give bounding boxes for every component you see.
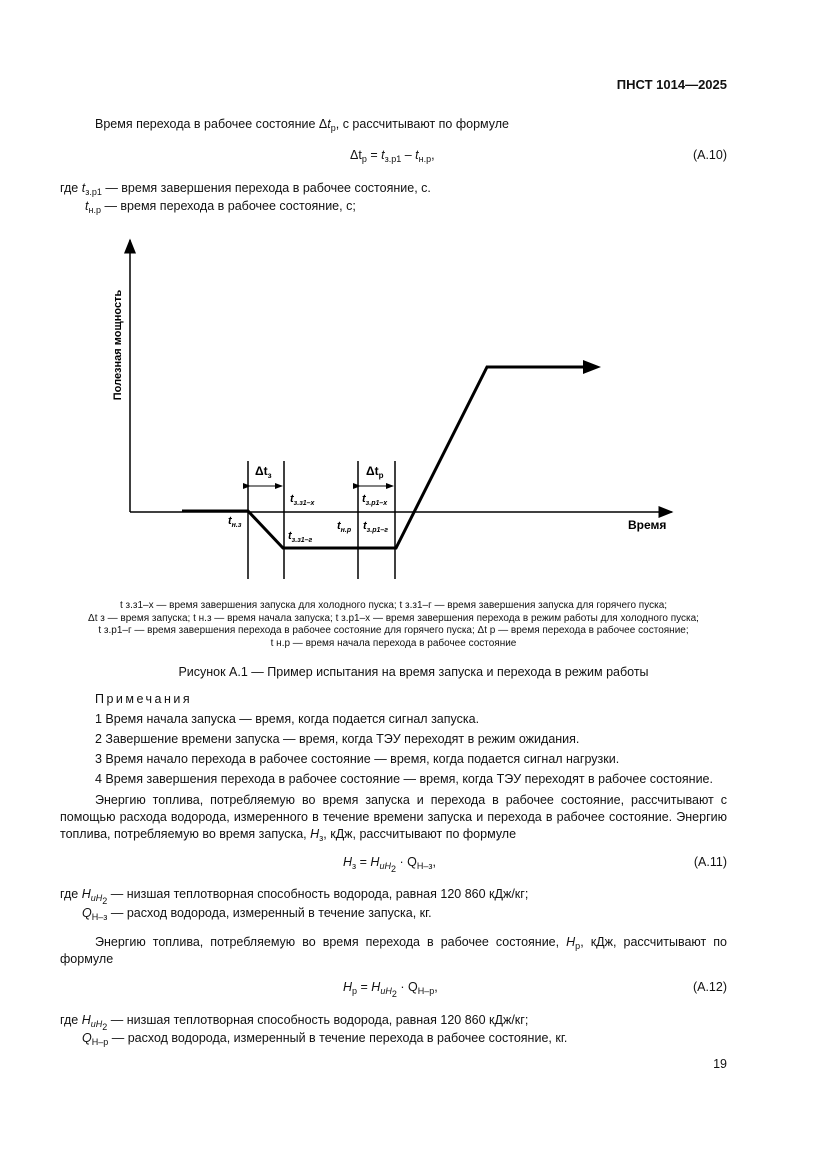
formula-a10: $\Delta t_р = t_{з.р1} - t_{н.р}$, <box>350 148 435 164</box>
page-number: 19 <box>713 1057 727 1071</box>
legend-line: t з.р1–г — время завершения перехода в рабочее состояние для горячего пуска; Δt р — время перехода в рабочее состояние; <box>98 625 689 636</box>
label-tz31x: $t_{з.з1-х}$ <box>290 493 315 507</box>
where-a10-line2: $t_{н.р}$ — время перехода в рабочее состояние, с; <box>85 199 356 215</box>
note-item: 4 Время завершения перехода в рабочее состояние — время, когда ТЭУ переходят в рабочее состояние. <box>95 772 713 786</box>
where-a11-line2: $Q_{H-з}$ — расход водорода, измеренный в течение запуска, кг. <box>82 906 432 922</box>
label-tnp: $t_{н.р}$ <box>337 520 352 534</box>
document-id: ПНСТ 1014—2025 <box>616 77 727 92</box>
note-item: 2 Завершение времени запуска — время, когда ТЭУ переходят в режим ожидания. <box>95 732 580 746</box>
note-item: 3 Время начало перехода в рабочее состояние — время, когда подается сигнал нагрузки. <box>95 752 620 766</box>
label-tz31g: $t_{з.з1-г}$ <box>288 530 313 544</box>
notes-title: Примечания <box>95 692 193 706</box>
label-tp1x: $t_{з.р1-х}$ <box>362 493 388 507</box>
legend-line: t з.з1–х — время завершения запуска для холодного пуска; t з.з1–г — время завершения запуска для горячего пуска; <box>119 600 668 611</box>
power-curve-arrowhead <box>583 360 601 374</box>
formula-a10-number: (A.10) <box>692 148 727 162</box>
power-curve <box>182 367 585 548</box>
figure-caption: Рисунок A.1 — Пример испытания на время запуска и перехода в режим работы <box>178 665 649 679</box>
where-a10-line1: где $t_{з.р1}$ — время завершения перехода в рабочее состояние, с. <box>60 181 431 197</box>
legend-line: t н.р — время начала перехода в рабочее состояние <box>270 637 517 649</box>
x-axis-label: Время <box>628 518 667 532</box>
y-axis-label: Полезная мощность <box>112 289 124 401</box>
energy-transition-paragraph: Энергию топлива, потребляемую во время перехода в рабочее состояние, $H_р$, кДж, рассчитывают по формуле <box>60 935 727 966</box>
formula-a11: $H_з = H_{uH_2} \cdot Q_{H-з}$, <box>343 855 436 874</box>
formula-a12: $H_р = H_{uH_2} \cdot Q_{H-р}$, <box>343 980 438 999</box>
energy-start-paragraph: Энергию топлива, потребляемую во время запуска и перехода в рабочее состояние, рассчитывают с помощью расхода водорода, измеренного в течение времени запуска и перехода в рабочее состояние. Энергию топлива, потребляемую во время запуска, $H_з$, кДж, рассчитывают по формуле <box>60 793 727 843</box>
label-tp1g: $t_{з.р1-г}$ <box>363 520 388 534</box>
label-delta-tz: $\Delta t_з$ <box>255 464 272 480</box>
figure-legend <box>60 600 727 650</box>
note-item: 1 Время начала запуска — время, когда подается сигнал запуска. <box>95 712 480 726</box>
where-a12-line2: $Q_{H-р}$ — расход водорода, измеренный в течение перехода в рабочее состояние, кг. <box>82 1031 568 1047</box>
where-a12-line1: где $H_{uH_2}$ — низшая теплотворная способность водорода, равная 120 860 кДж/кг; <box>60 1013 529 1032</box>
legend-line: Δt з — время запуска; t н.з — время начала запуска; t з.р1–х — время завершения перехода в режим работы для холодного пуска; <box>88 612 699 624</box>
label-tnz: $t_{н.з}$ <box>228 515 242 529</box>
formula-a11-number: (A.11) <box>693 855 727 869</box>
where-a11-line1: где $H_{uH_2}$ — низшая теплотворная способность водорода, равная 120 860 кДж/кг; <box>60 887 529 906</box>
startup-transition-diagram <box>0 230 827 590</box>
label-delta-tp: $\Delta t_р$ <box>366 464 384 480</box>
intro-paragraph: Время перехода в рабочее состояние $\Delta t_р$, с рассчитывают по формуле <box>95 117 509 133</box>
formula-a12-number: (A.12) <box>692 980 727 994</box>
